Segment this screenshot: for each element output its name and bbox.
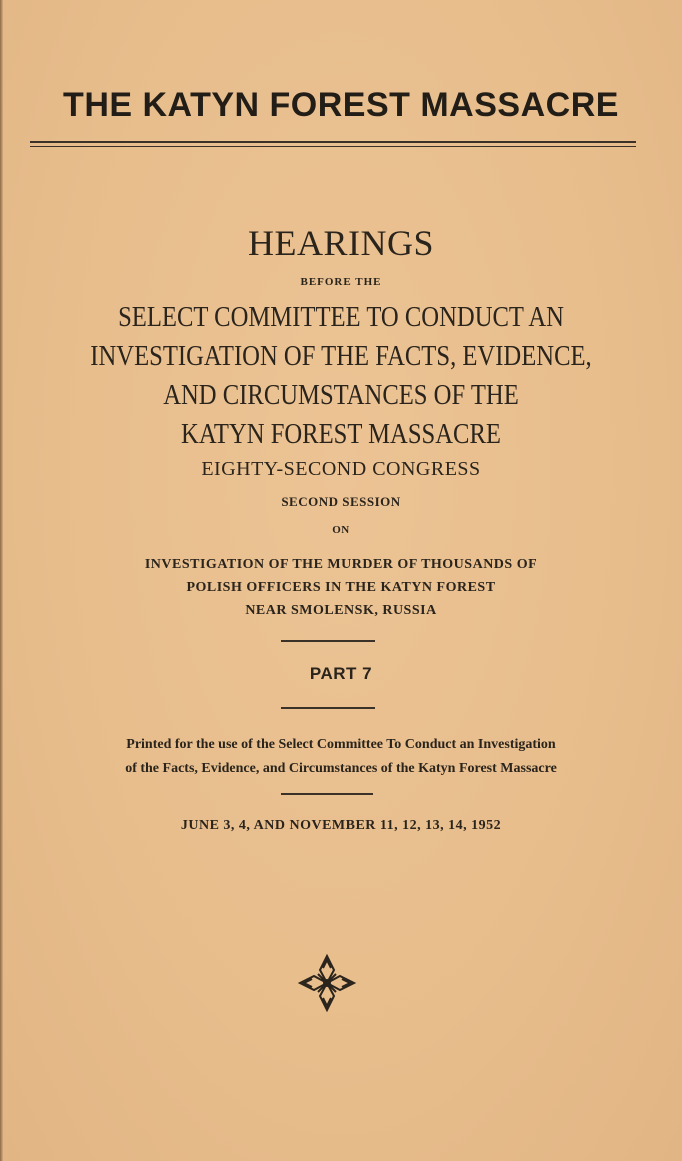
investigation-line: POLISH OFFICERS IN THE KATYN FOREST bbox=[186, 580, 496, 595]
hearings-heading: HEARINGS bbox=[247, 223, 434, 263]
committee-line: KATYN FOREST MASSACRE bbox=[181, 419, 501, 450]
congress-label: EIGHTY-SECOND CONGRESS bbox=[201, 458, 481, 480]
divider-rule bbox=[281, 707, 375, 709]
hearing-dates: JUNE 3, 4, AND NOVEMBER 11, 12, 13, 14, 1952 bbox=[180, 818, 502, 833]
committee-line: INVESTIGATION OF THE FACTS, EVIDENCE, bbox=[90, 341, 592, 372]
document-title: THE KATYN FOREST MASSACRE bbox=[63, 86, 619, 124]
investigation-line: INVESTIGATION OF THE MURDER OF THOUSANDS OF bbox=[144, 557, 538, 572]
part-label: PART 7 bbox=[309, 664, 373, 683]
printed-for-note bbox=[0, 733, 682, 781]
investigation-line: NEAR SMOLENSK, RUSSIA bbox=[245, 603, 437, 618]
before-the-label: BEFORE THE bbox=[300, 276, 382, 288]
divider-rule bbox=[281, 640, 375, 642]
committee-line: SELECT COMMITTEE TO CONDUCT AN bbox=[118, 302, 564, 333]
on-label: ON bbox=[332, 524, 350, 536]
gpo-printer-emblem-icon bbox=[296, 952, 358, 1014]
committee-name bbox=[41, 298, 641, 454]
session-label: SECOND SESSION bbox=[281, 494, 401, 509]
printed-line: of the Facts, Evidence, and Circumstances of the Katyn Forest Massacre bbox=[125, 761, 557, 776]
investigation-subject bbox=[0, 553, 682, 622]
divider-rule bbox=[281, 793, 373, 795]
title-double-rule bbox=[30, 141, 636, 147]
committee-line: AND CIRCUMSTANCES OF THE bbox=[163, 380, 519, 411]
printed-line: Printed for the use of the Select Committee To Conduct an Investigation bbox=[126, 737, 556, 752]
